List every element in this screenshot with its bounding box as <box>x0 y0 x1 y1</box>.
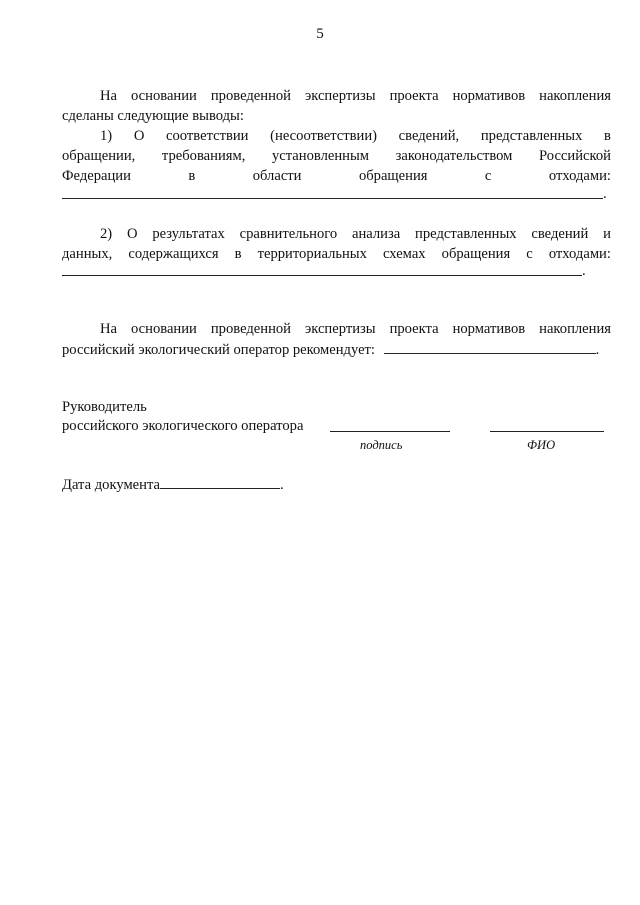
signature-caption: подпись <box>360 438 403 452</box>
signature-role-line-1: Руководитель <box>62 399 147 415</box>
recommendation-line-2 <box>62 339 599 360</box>
item1-line-2-word: Российской <box>539 148 611 164</box>
item1-line-1-word: соответствии <box>166 128 249 144</box>
intro-line-1-word: экспертизы <box>304 88 376 104</box>
recommendation-text: российский экологический оператор рекомендует: <box>62 342 375 358</box>
item1-line-1-word: (несоответствии) <box>270 128 377 144</box>
item1-line-3-word: области <box>252 168 302 184</box>
item2-end-mark: . <box>582 263 586 279</box>
item2-line-1-word: результатах <box>152 226 225 242</box>
recommendation-line-1-word: проведенной <box>210 321 291 337</box>
item1-line-1-word: О <box>133 128 145 144</box>
item1-line-2-word: требованиям, <box>161 148 246 164</box>
recommendation-line-1-word: На <box>100 321 118 337</box>
date-end-mark: . <box>280 477 284 493</box>
item1-line-2-word: установленным <box>271 148 370 164</box>
recommendation-line-1-word: проекта <box>389 321 439 337</box>
name-caption: ФИО <box>527 438 556 452</box>
item2-line-1-number: 2) <box>100 226 113 242</box>
item2-line-2-word: данных, <box>62 246 113 262</box>
item1-line-3-word: в <box>188 168 196 184</box>
recommendation-field[interactable] <box>384 339 596 354</box>
item2-line-1 <box>62 224 611 244</box>
item1-line-2-word: законодательством <box>395 148 513 164</box>
recommendation-end-mark: . <box>595 342 600 358</box>
page-number: 5 <box>316 26 324 42</box>
date-label: Дата документа <box>62 477 161 493</box>
signature-field[interactable] <box>330 431 450 432</box>
item2-line-2-word: содержащихся <box>128 246 219 262</box>
intro-line-1 <box>62 86 611 106</box>
item2-line-2-word: с <box>526 246 533 262</box>
item1-line-3 <box>62 166 611 186</box>
item2-line-2 <box>62 244 611 264</box>
item2-line-2-word: в <box>234 246 242 262</box>
item2-line-1-word: и <box>603 226 611 242</box>
date-field[interactable] <box>160 474 280 489</box>
item2-answer-line[interactable] <box>62 275 582 276</box>
intro-line-1-word: На <box>100 88 118 104</box>
recommendation-line-1 <box>62 319 611 339</box>
intro-line-1-word: нормативов <box>452 88 526 104</box>
item1-answer-line[interactable] <box>62 198 603 199</box>
name-field[interactable] <box>490 431 604 432</box>
intro-line-1-word: основании <box>131 88 197 104</box>
intro-line-1-word: накопления <box>539 88 611 104</box>
date-line <box>62 474 284 495</box>
item2-line-2-word: обращения <box>441 246 511 262</box>
item1-line-1 <box>62 126 611 146</box>
recommendation-line-1-word: экспертизы <box>304 321 376 337</box>
item2-line-1-word: представленных <box>415 226 517 242</box>
item2-line-2-word: отходами: <box>548 246 611 262</box>
intro-paragraph <box>62 86 611 126</box>
item2-line-1-word: сведений <box>531 226 589 242</box>
item1-line-3-word: обращения <box>358 168 428 184</box>
item2-line-1-word: О <box>126 226 138 242</box>
item1-line-1-word: в <box>604 128 611 144</box>
item2-line-2-word: территориальных <box>257 246 367 262</box>
signature-role-line-2: российского экологического оператора <box>62 418 304 434</box>
intro-line-1-word: проекта <box>389 88 439 104</box>
item2-line-1-word: сравнительного <box>239 226 338 242</box>
recommendation-line-1-word: основании <box>131 321 197 337</box>
item1-line-1-word: представленных <box>480 128 583 144</box>
item1-end-mark: . <box>603 186 607 202</box>
item1-line-1-word: сведений, <box>398 128 460 144</box>
item2-line-2-word: схемах <box>382 246 426 262</box>
item2-line-1-word: анализа <box>352 226 401 242</box>
item1-line-3-word: с <box>484 168 492 184</box>
item1-line-3-word: отходами: <box>548 168 611 184</box>
item1-line-2 <box>62 146 611 166</box>
recommendation-line-1-word: накопления <box>539 321 611 337</box>
item1-line-2-word: обращении, <box>62 148 136 164</box>
intro-line-1-word: проведенной <box>210 88 291 104</box>
recommendation-line-1-word: нормативов <box>452 321 526 337</box>
item1-line-3-word: Федерации <box>62 168 131 184</box>
item1-line-1-number: 1) <box>100 128 113 144</box>
intro-line-2: сделаны следующие выводы: <box>62 108 244 124</box>
